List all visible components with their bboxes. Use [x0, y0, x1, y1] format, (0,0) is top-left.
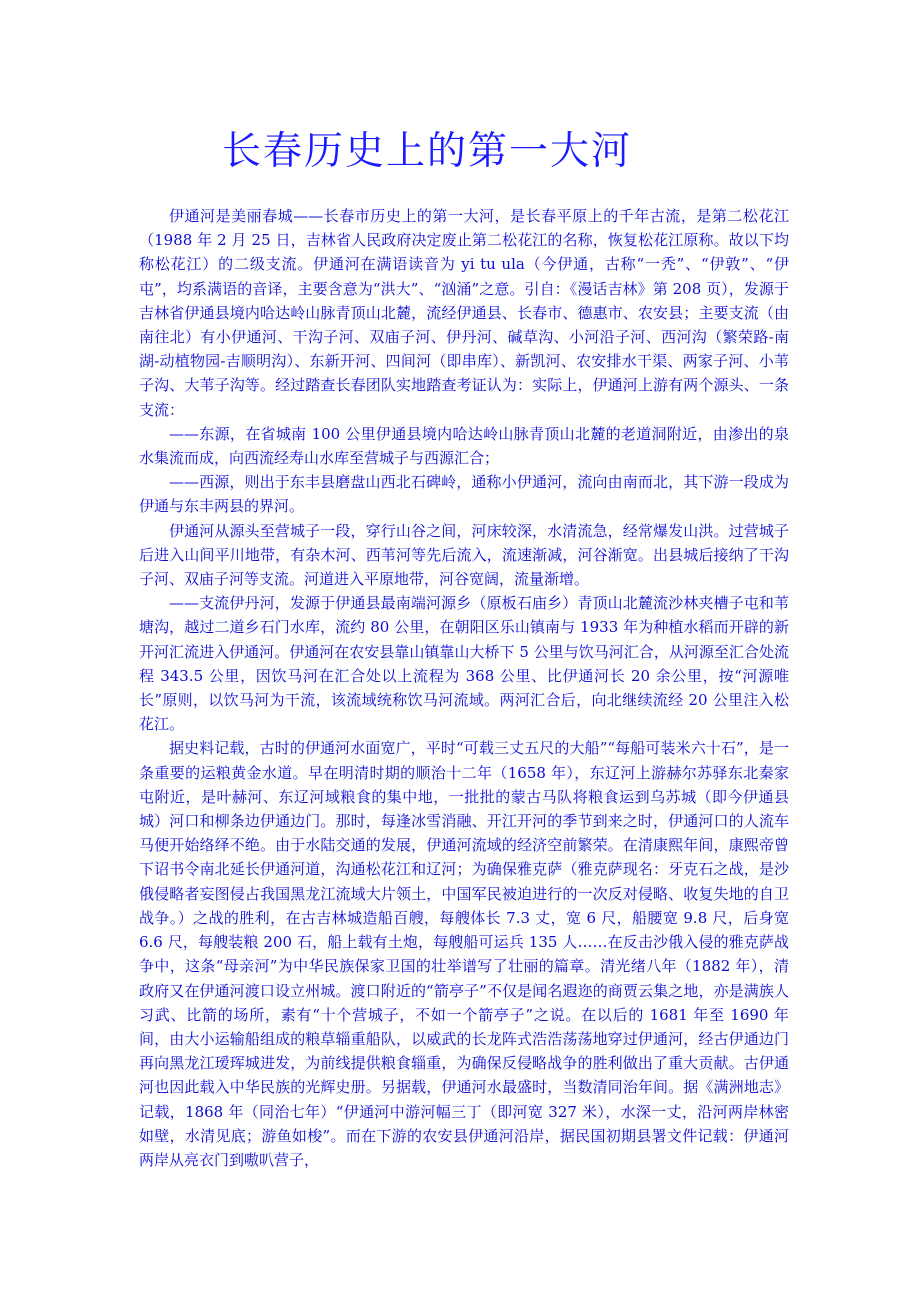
- document-body: [139, 204, 789, 1172]
- paragraph-yidan-tributary: ——支流伊丹河，发源于伊通县最南端河源乡（原板石庙乡）青顶山北麓流沙林夹槽子屯和苇塘沟，越过二道乡石门水库，流约 80 公里，在朝阳区乐山镇南与 1933 年为种植水稻而开辟的新开河汇流进入伊通河。伊通河在农安县靠山镇靠山大桥下 5 公里与饮马河汇合，从河源至汇合处流程 343.5 公里，因饮马河在汇合处以上流程为 368 公里、比伊通河长 20 余公里，按“河源唯长”原则，以饮马河为干流，该流域统称饮马河流域。两河汇合后，向北继续流经 20 公里注入松花江。: [139, 594, 789, 734]
- paragraph-east-source: ——东源，在省城南 100 公里伊通县境内哈达岭山脉青顶山北麓的老道洞附近，由渗出的泉水集流而成，向西流经寿山水库至营城子与西源汇合；: [139, 424, 789, 468]
- document-title: 长春历史上的第一大河: [222, 129, 633, 174]
- paragraph-west-source: ——西源，则出于东丰县磨盘山西北石碑岭，通称小伊通河，流向由南而北，其下游一段成为伊通与东丰两县的界河。: [139, 473, 789, 516]
- paragraph-intro: 伊通河是美丽春城——长春市历史上的第一大河，是长春平原上的千年古流，是第二松花江（1988 年 2 月 25 日，吉林省人民政府决定废止第二松花江的名称，恢复松花江原称。故以下均称松花江）的二级支流。伊通河在满语读音为 yi tu ula（今伊通，古称“一秃”、“伊敦”、“伊屯”，均系满语的音译，主要含意为“洪大”、“汹涌”之意。引自：《漫话吉林》第 208 页），发源于吉林省伊通县境内哈达岭山脉青顶山北麓，流经伊通县、长春市、德惠市、农安县；主要支流（由南往北）有小伊通河、干沟子河、双庙子河、伊丹河、碱草沟、小河沿子河、西河沟（繁荣路-南湖-动植物园-吉顺明沟）、东新开河、四间河（即串库）、新凯河、农安排水干渠、两家子河、小苇子沟、大苇子沟等。经过踏查长春团队实地踏查考证认为：实际上，伊通河上游有两个源头、一条支流：: [139, 207, 789, 419]
- paragraph-upper-course: 伊通河从源头至营城子一段，穿行山谷之间，河床较深，水清流急，经常爆发山洪。过营城子后进入山间平川地带，有杂木河、西苇河等先后流入，流速渐减，河谷渐宽。出县城后接纳了干沟子河、双庙子河等支流。河道进入平原地带，河谷宽阔，流量渐增。: [139, 521, 789, 589]
- paragraph-history: 据史料记载，古时的伊通河水面宽广，平时“可载三丈五尺的大船”“每船可装米六十石”，是一条重要的运粮黄金水道。早在明清时期的顺治十二年（1658 年），东辽河上游赫尔苏驿东北秦家屯附近，是叶赫河、东辽河域粮食的集中地，一批批的蒙古马队将粮食运到乌苏城（即今伊通县城）河口和柳条边伊通边门。那时，每逢冰雪消融、开江开河的季节到来之时，伊通河口的人流车马便开始络绎不绝。由于水陆交通的发展，伊通河流域的经济空前繁荣。在清康熙年间，康熙帝曾下诏书令南北延长伊通河道，沟通松花江和辽河；为确保雅克萨（雅克萨现名：牙克石之战，是沙俄侵略者妄图侵占我国黑龙江流域大片领土，中国军民被迫进行的一次反对侵略、收复失地的自卫战争。）之战的胜利，在古吉林城造船百艘，每艘体长 7.3 丈，宽 6 尺，船腰宽 9.8 尺，后身宽 6.6 尺，每艘装粮 200 石，船上载有土炮，每艘船可运兵 135 人……在反击沙俄入侵的雅克萨战争中，这条“母亲河”为中华民族保家卫国的壮举谱写了壮丽的篇章。清光绪八年（1882 年），清政府又在伊通河渡口设立州城。渡口附近的“箭亭子”不仅是闻名遐迩的商贾云集之地，亦是满族人习武、比箭的场所，素有“十个营城子，不如一个箭亭子”之说。在以后的 1681 年至 1690 年间，由大小运输船组成的粮草辎重船队，以威武的长龙阵式浩浩荡荡地穿过伊通河，经古伊通边门再向黑龙江瑷珲城进发，为前线提供粮食辎重，为确保反侵略战争的胜利做出了重大贡献。古伊通河也因此载入中华民族的光辉史册。另据载，伊通河水最盛时，当数清同治年间。据《满洲地志》记载，1868 年（同治七年）“伊通河中游河幅三丁（即河宽 327 米），水深一丈，沿河两岸林密如壁，水清见底；游鱼如梭”。而在下游的农安县伊通河沿岸，据民国初期县署文件记载：伊通河两岸从亮衣门到嗷叭营子，: [139, 739, 789, 1169]
